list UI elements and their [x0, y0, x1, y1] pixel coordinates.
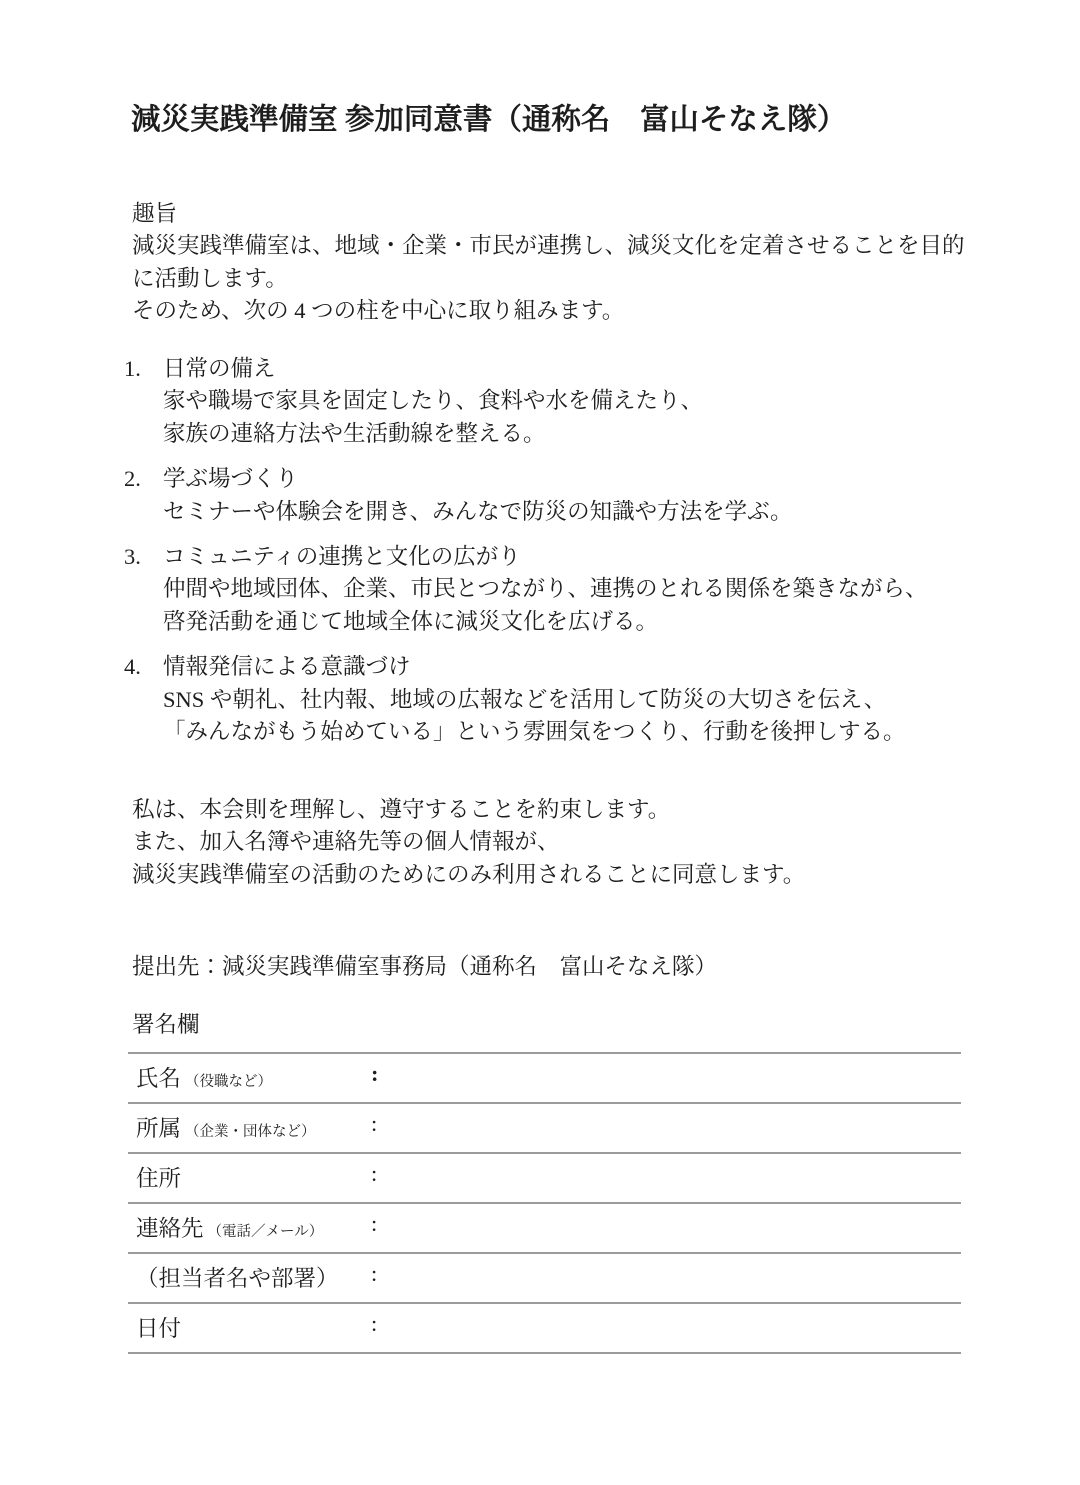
signature-row-person-in-charge [128, 1252, 961, 1302]
pillar-line: 家族の連絡方法や生活動線を整える。 [163, 420, 546, 446]
pillar-line: 「みんながもう始めている」という雰囲気をつくり、行動を後押しする。 [163, 719, 906, 745]
field-label-group [136, 1161, 181, 1193]
field-note: （役職など） [185, 1074, 273, 1090]
field-colon: : [371, 1261, 378, 1286]
pillar-line: セミナーや体験会を開き、みんなで防災の知識や方法を学ぶ。 [163, 498, 793, 524]
field-label: （担当者名や部署） [136, 1266, 339, 1291]
agreement-line: 減災実践準備室の活動のためにのみ利用されることに同意します。 [132, 861, 806, 887]
field-value-area[interactable] [408, 1161, 955, 1195]
document-title: 減災実践準備室 参加同意書（通称名 富山そなえ隊） [131, 104, 847, 136]
signature-row-name [128, 1052, 961, 1102]
purpose-section [132, 198, 965, 328]
submission-line: 提出先：減災実践準備室事務局（通称名 富山そなえ隊） [132, 954, 718, 979]
pillar-item-information [124, 651, 928, 748]
purpose-line: そのため、次の 4 つの柱を中心に取り組みます。 [132, 298, 625, 324]
pillar-title: 日常の備え [163, 356, 276, 381]
pillars-list [124, 353, 928, 761]
field-colon: : [371, 1161, 378, 1186]
field-note: （電話／メール） [207, 1224, 324, 1240]
field-label: 所属 [136, 1116, 182, 1141]
pillar-line: 啓発活動を通じて地域全体に減災文化を広げる。 [163, 608, 659, 634]
signature-table [128, 1052, 961, 1354]
signature-row-date [128, 1302, 961, 1352]
field-colon: : [371, 1211, 378, 1236]
field-label: 氏名 [136, 1066, 182, 1091]
field-label-group [136, 1261, 339, 1293]
pillar-number: 2. [124, 466, 141, 492]
field-label-group [136, 1311, 181, 1343]
pillar-title: コミュニティの連携と文化の広がり [163, 544, 521, 570]
pillar-title: 情報発信による意識づけ [163, 654, 411, 680]
purpose-line: 減災実践準備室は、地域・企業・市民が連携し、減災文化を定着させることを目的 [132, 233, 965, 259]
field-value-area[interactable] [408, 1211, 955, 1245]
field-value-area[interactable] [408, 1061, 955, 1095]
field-label-group [136, 1061, 272, 1093]
signature-row-affiliation [128, 1102, 961, 1152]
pillar-title: 学ぶ場づくり [163, 466, 299, 492]
field-value-area[interactable] [408, 1261, 955, 1295]
pillar-line: 仲間や地域団体、企業、市民とつながり、連携のとれる関係を築きながら、 [163, 576, 928, 602]
field-label: 連絡先 [136, 1216, 204, 1241]
pillar-item-community [124, 541, 928, 638]
pillar-number: 3. [124, 544, 141, 570]
pillar-line: SNS や朝礼、社内報、地域の広報などを活用して防災の大切さを伝え、 [163, 686, 887, 712]
agreement-line: 私は、本会則を理解し、遵守することを約束します。 [132, 797, 671, 822]
field-label: 日付 [136, 1316, 182, 1341]
signature-row-contact [128, 1202, 961, 1252]
purpose-line: に活動します。 [132, 265, 288, 291]
field-colon: : [371, 1311, 378, 1336]
field-label: 住所 [136, 1166, 182, 1191]
field-colon: : [371, 1111, 378, 1136]
field-label-group [136, 1211, 323, 1243]
purpose-heading: 趣旨 [132, 201, 178, 226]
signature-heading: 署名欄 [132, 1012, 200, 1037]
agreement-section [132, 794, 805, 891]
field-note: （企業・団体など） [185, 1124, 316, 1140]
agreement-line: また、加入名簿や連絡先等の個人情報が、 [132, 829, 560, 855]
pillar-number: 4. [124, 654, 141, 680]
pillar-line: 家や職場で家具を固定したり、食料や水を備えたり、 [163, 388, 704, 414]
pillar-item-daily-preparedness [124, 353, 928, 450]
pillar-number: 1. [124, 356, 141, 381]
field-label-group [136, 1111, 316, 1143]
pillar-item-learning-place [124, 463, 928, 528]
signature-row-address [128, 1152, 961, 1202]
field-value-area[interactable] [408, 1311, 955, 1345]
field-colon: : [371, 1061, 379, 1086]
field-value-area[interactable] [408, 1111, 955, 1145]
